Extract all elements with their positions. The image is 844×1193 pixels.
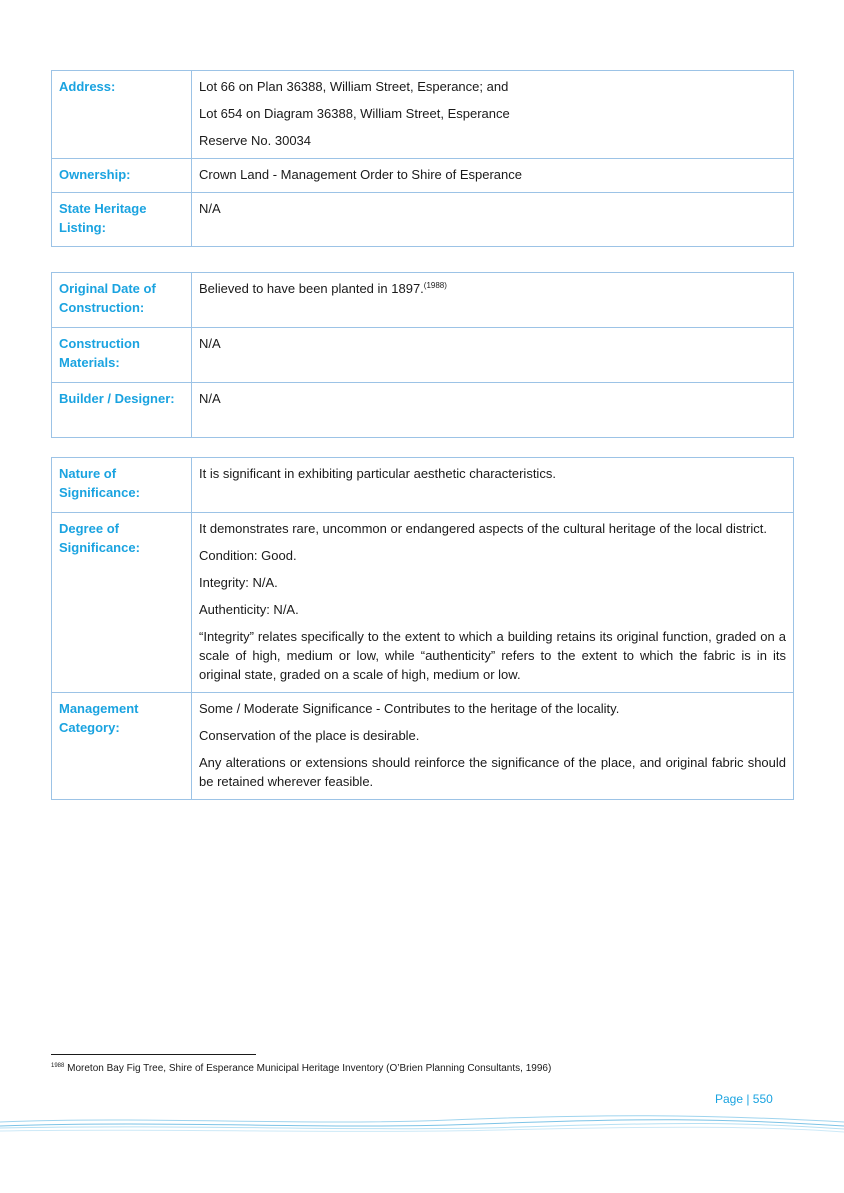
ownership-label: Ownership: [52, 159, 192, 193]
table-row [52, 159, 794, 193]
original-date-value [192, 273, 794, 328]
table-row [52, 383, 794, 438]
page-number: Page | 550 [715, 1092, 773, 1106]
address-line: Reserve No. 30034 [199, 133, 312, 148]
category-paragraph: Some / Moderate Significance - Contributes to the heritage of the locality. [199, 701, 620, 716]
category-paragraph: Any alterations or extensions should reinforce the significance of the place, and original fabric should be retained wherever feasible. [199, 755, 786, 789]
address-line: Lot 654 on Diagram 36388, William Street, Esperance [199, 106, 510, 121]
management-category-value [192, 693, 794, 800]
address-value [192, 71, 794, 159]
table-row [52, 513, 794, 693]
ownership-value: Crown Land - Management Order to Shire of Esperance [192, 159, 794, 193]
footnote-reference: (1988) [423, 281, 447, 290]
category-paragraph: Conservation of the place is desirable. [199, 728, 420, 743]
builder-designer-value: N/A [192, 383, 794, 438]
address-label: Address: [52, 71, 192, 159]
condition-text: Condition: Good. [199, 548, 297, 563]
footnote-divider [51, 1054, 256, 1055]
address-line: Lot 66 on Plan 36388, William Street, Esperance; and [199, 79, 509, 94]
original-date-text: Believed to have been planted in 1897. [199, 281, 424, 296]
nature-of-significance-label: Nature of Significance: [52, 458, 192, 513]
construction-table [51, 272, 794, 438]
footnote-number: 1988 [51, 1063, 65, 1069]
state-heritage-listing-value: N/A [192, 193, 794, 247]
table-row [52, 458, 794, 513]
table-row [52, 693, 794, 800]
original-date-label: Original Date of Construction: [52, 273, 192, 328]
management-category-label: Management Category: [52, 693, 192, 800]
location-table [51, 70, 794, 247]
nature-of-significance-value: It is significant in exhibiting particular aesthetic characteristics. [192, 458, 794, 513]
significance-paragraph: It demonstrates rare, uncommon or endangered aspects of the cultural heritage of the local district. [199, 521, 767, 536]
footnote-text: Moreton Bay Fig Tree, Shire of Esperance Municipal Heritage Inventory (O’Brien Planning Consultants, 1996) [67, 1063, 552, 1074]
footer-wave-decoration [0, 1108, 844, 1138]
table-row [52, 193, 794, 247]
degree-of-significance-value [192, 513, 794, 693]
construction-materials-value: N/A [192, 328, 794, 383]
table-row [52, 71, 794, 159]
table-row [52, 273, 794, 328]
authenticity-text: Authenticity: N/A. [199, 602, 299, 617]
significance-table [51, 457, 794, 800]
construction-materials-label: Construction Materials: [52, 328, 192, 383]
degree-of-significance-label: Degree of Significance: [52, 513, 192, 693]
definition-paragraph: “Integrity” relates specifically to the extent to which a building retains its original function, graded on a scale of high, medium or low, while “authenticity” refers to the extent to which the fabric is in its original state, graded on a scale of high, medium or low. [199, 629, 786, 682]
integrity-text: Integrity: N/A. [199, 575, 278, 590]
state-heritage-listing-label: State Heritage Listing: [52, 193, 192, 247]
table-row [52, 328, 794, 383]
builder-designer-label: Builder / Designer: [52, 383, 192, 438]
footnote [51, 1063, 551, 1074]
